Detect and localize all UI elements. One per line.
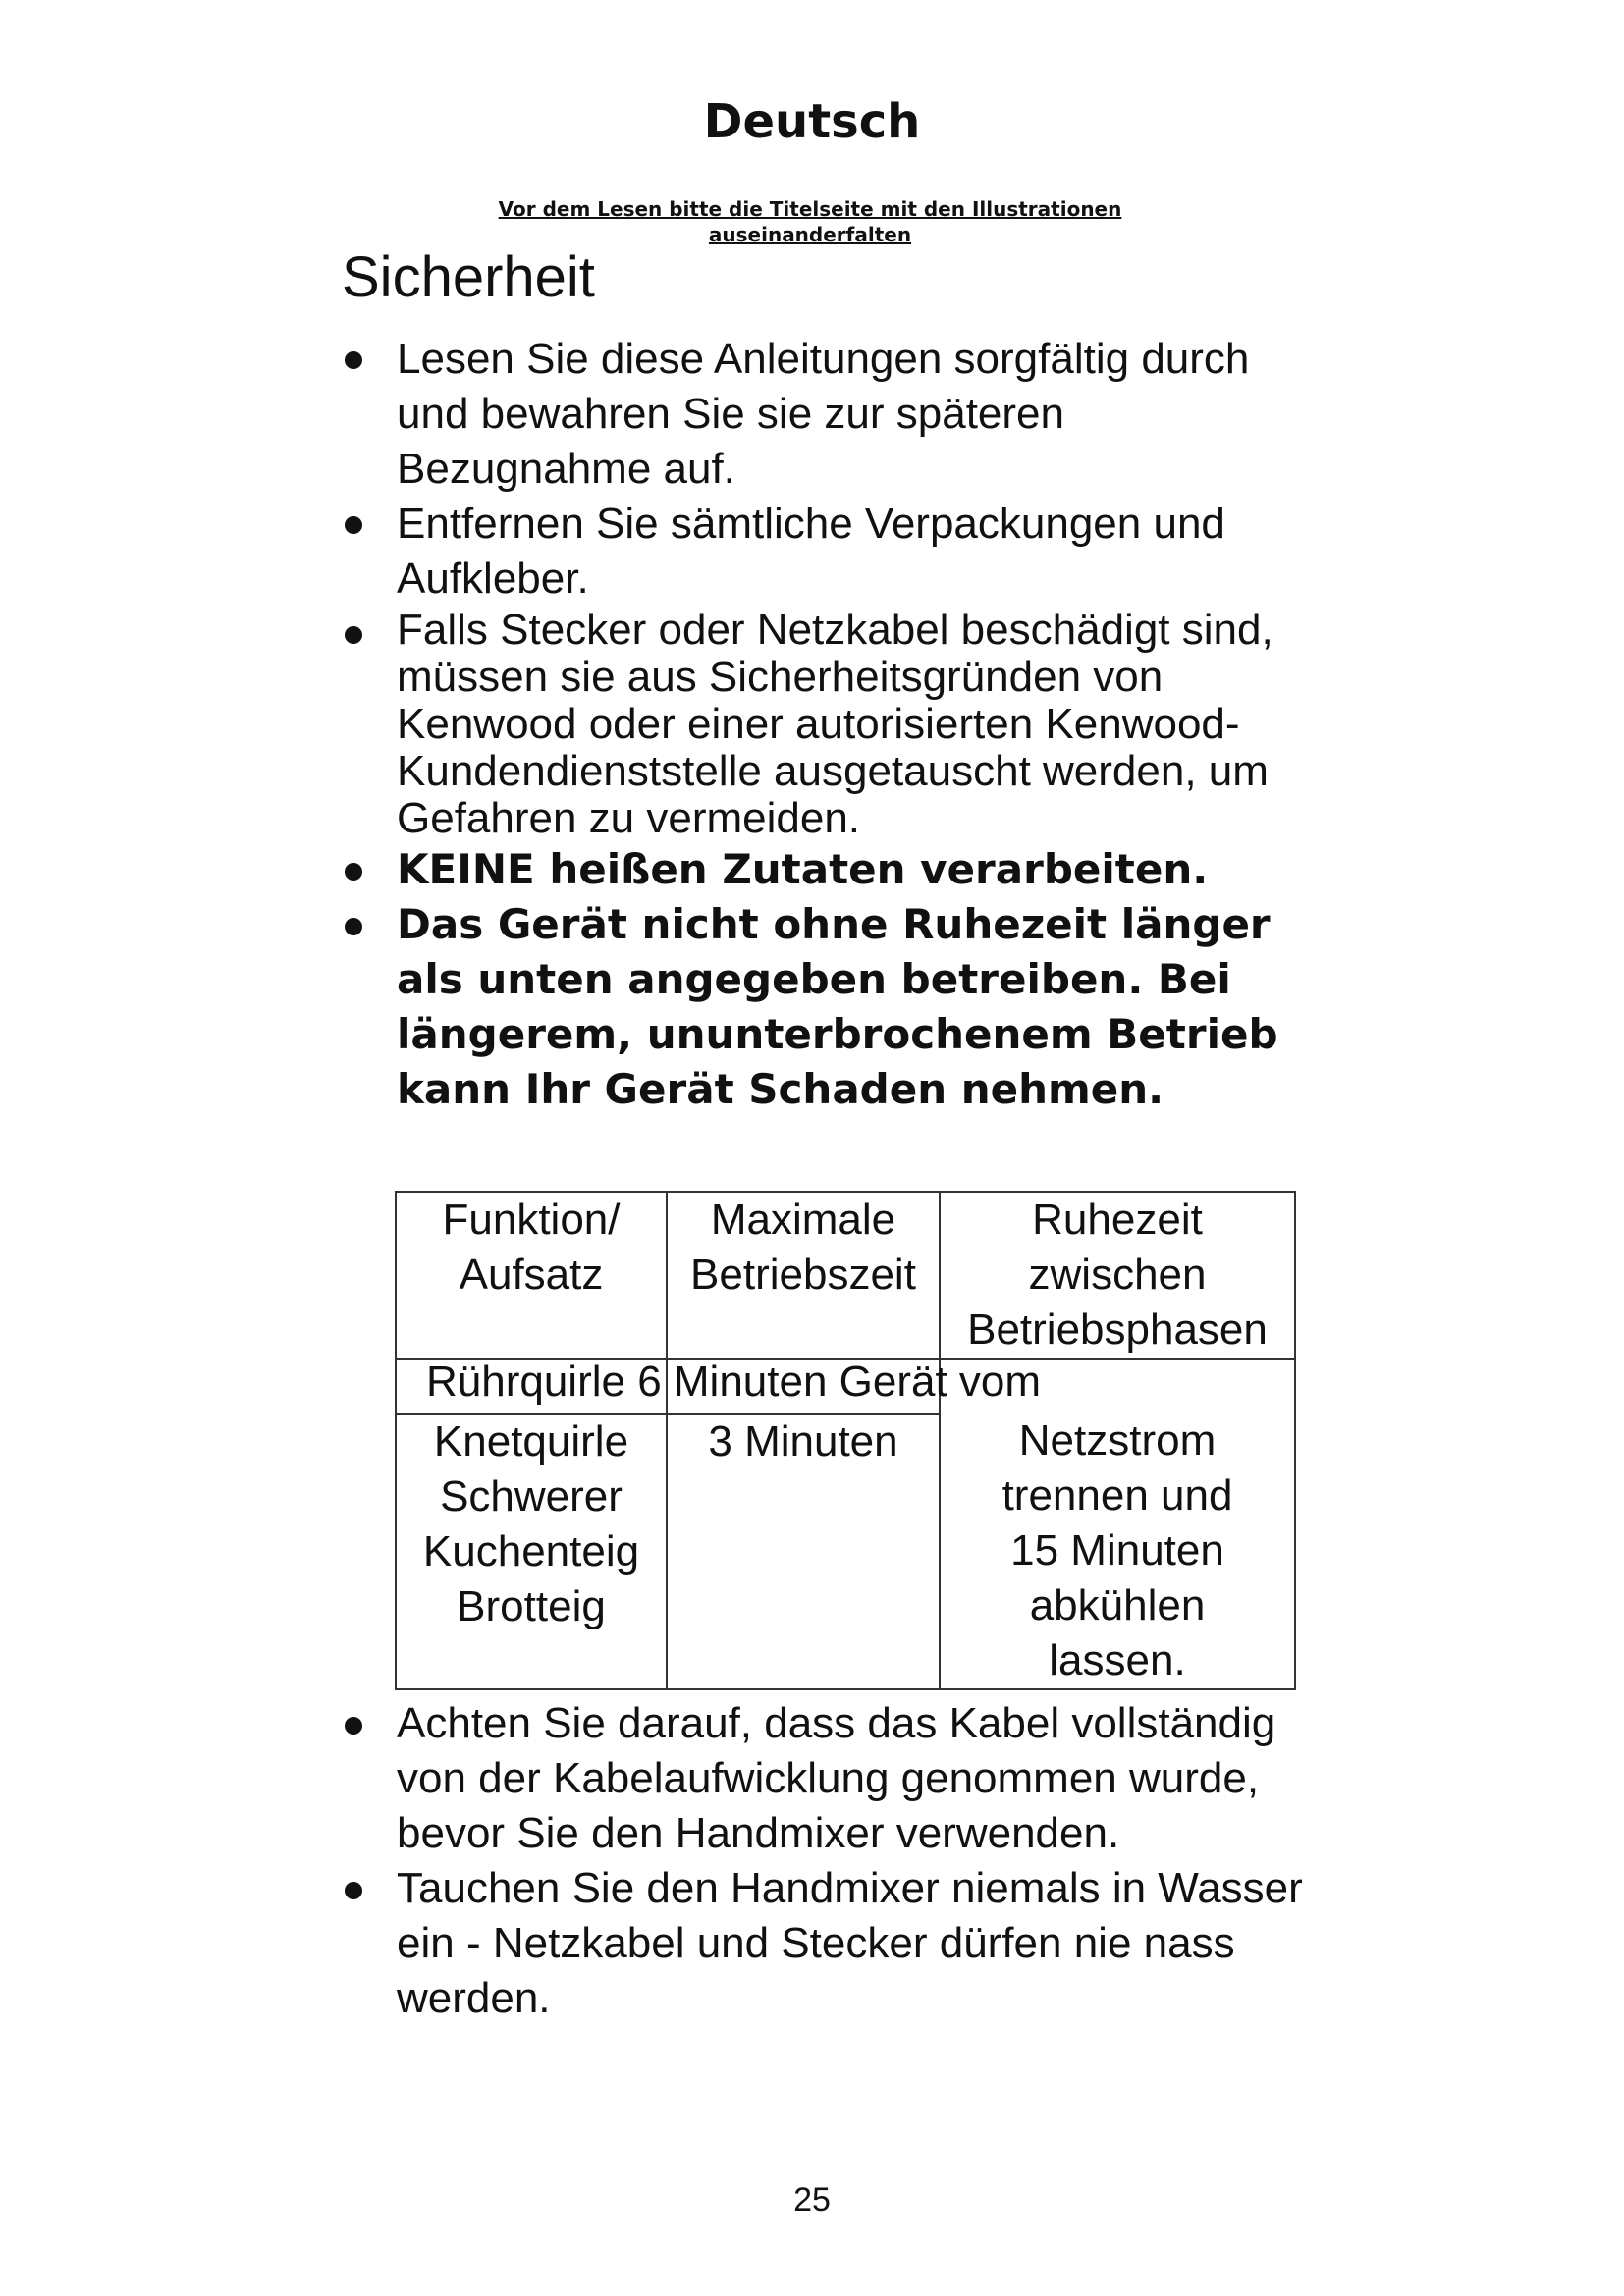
list-item-text: Achten Sie darauf, dass das Kabel vollständig von der Kabelaufwicklung genommen wurde, bevor Sie den Handmixer verwenden. (397, 1699, 1276, 1857)
page-heading: Deutsch (703, 94, 921, 149)
warning-text: KEINE heißen Zutaten verarbeiten. (397, 845, 1209, 893)
list-item-text: Tauchen Sie den Handmixer niemals in Wasser ein - Netzkabel und Stecker dürfen nie nass werden. (397, 1864, 1303, 2022)
bullet-icon (345, 918, 362, 935)
operating-time-table (395, 1191, 1296, 1690)
table-cell: 3 Minuten (667, 1414, 940, 1689)
list-item (342, 1696, 1324, 1861)
warning-item (342, 897, 1324, 1117)
safety-list-top (342, 332, 1324, 1117)
list-item-text: Entfernen Sie sämtliche Verpackungen und Aufkleber. (397, 500, 1225, 603)
notice-line-2: auseinanderfalten (708, 223, 912, 246)
list-item (342, 1861, 1324, 2026)
header-cell-pause: Ruhezeit zwischen Betriebsphasen (940, 1192, 1295, 1359)
table-row (396, 1414, 1295, 1689)
bullet-icon (345, 351, 362, 369)
bullet-icon (345, 863, 362, 881)
list-item (342, 497, 1324, 607)
bullet-icon (345, 1717, 362, 1735)
table-row-beaters-text: Rührquirle 6 Minuten Gerät vom (426, 1358, 1042, 1406)
list-item (342, 332, 1324, 497)
section-title: Sicherheit (342, 245, 595, 309)
header-cell-function: Funktion/ Aufsatz (396, 1192, 667, 1359)
fold-out-notice (422, 196, 1198, 247)
table-header-row (396, 1192, 1295, 1359)
list-item (342, 607, 1324, 842)
page-number: 25 (793, 2181, 831, 2218)
warning-item (342, 842, 1324, 897)
list-item-text: Falls Stecker oder Netzkabel beschädigt sind, müssen sie aus Sicherheitsgründen von Kenwood oder einer autorisierten Kenwood-Kundendienststelle ausgetauscht werden, um Gefahren zu vermeiden. (397, 606, 1273, 842)
table-cell: Knetquirle Schwerer Kuchenteig Brotteig (396, 1414, 667, 1689)
table-cell: Netzstrom trennen und 15 Minuten abkühlen lassen. (940, 1414, 1295, 1689)
header-cell-max-time: Maximale Betriebszeit (667, 1192, 940, 1359)
warning-text: Das Gerät nicht ohne Ruhezeit länger als unten angegeben betreiben. Bei längerem, ununterbrochenem Betrieb kann Ihr Gerät Schaden nehmen. (397, 900, 1278, 1113)
bullet-icon (345, 626, 362, 644)
safety-list-bottom (342, 1696, 1324, 2026)
bullet-icon (345, 516, 362, 534)
bullet-icon (345, 1882, 362, 1899)
list-item-text: Lesen Sie diese Anleitungen sorgfältig durch und bewahren Sie sie zur späteren Bezugnahme auf. (397, 335, 1250, 493)
notice-line-1: Vor dem Lesen bitte die Titelseite mit den Illustrationen (498, 197, 1122, 221)
